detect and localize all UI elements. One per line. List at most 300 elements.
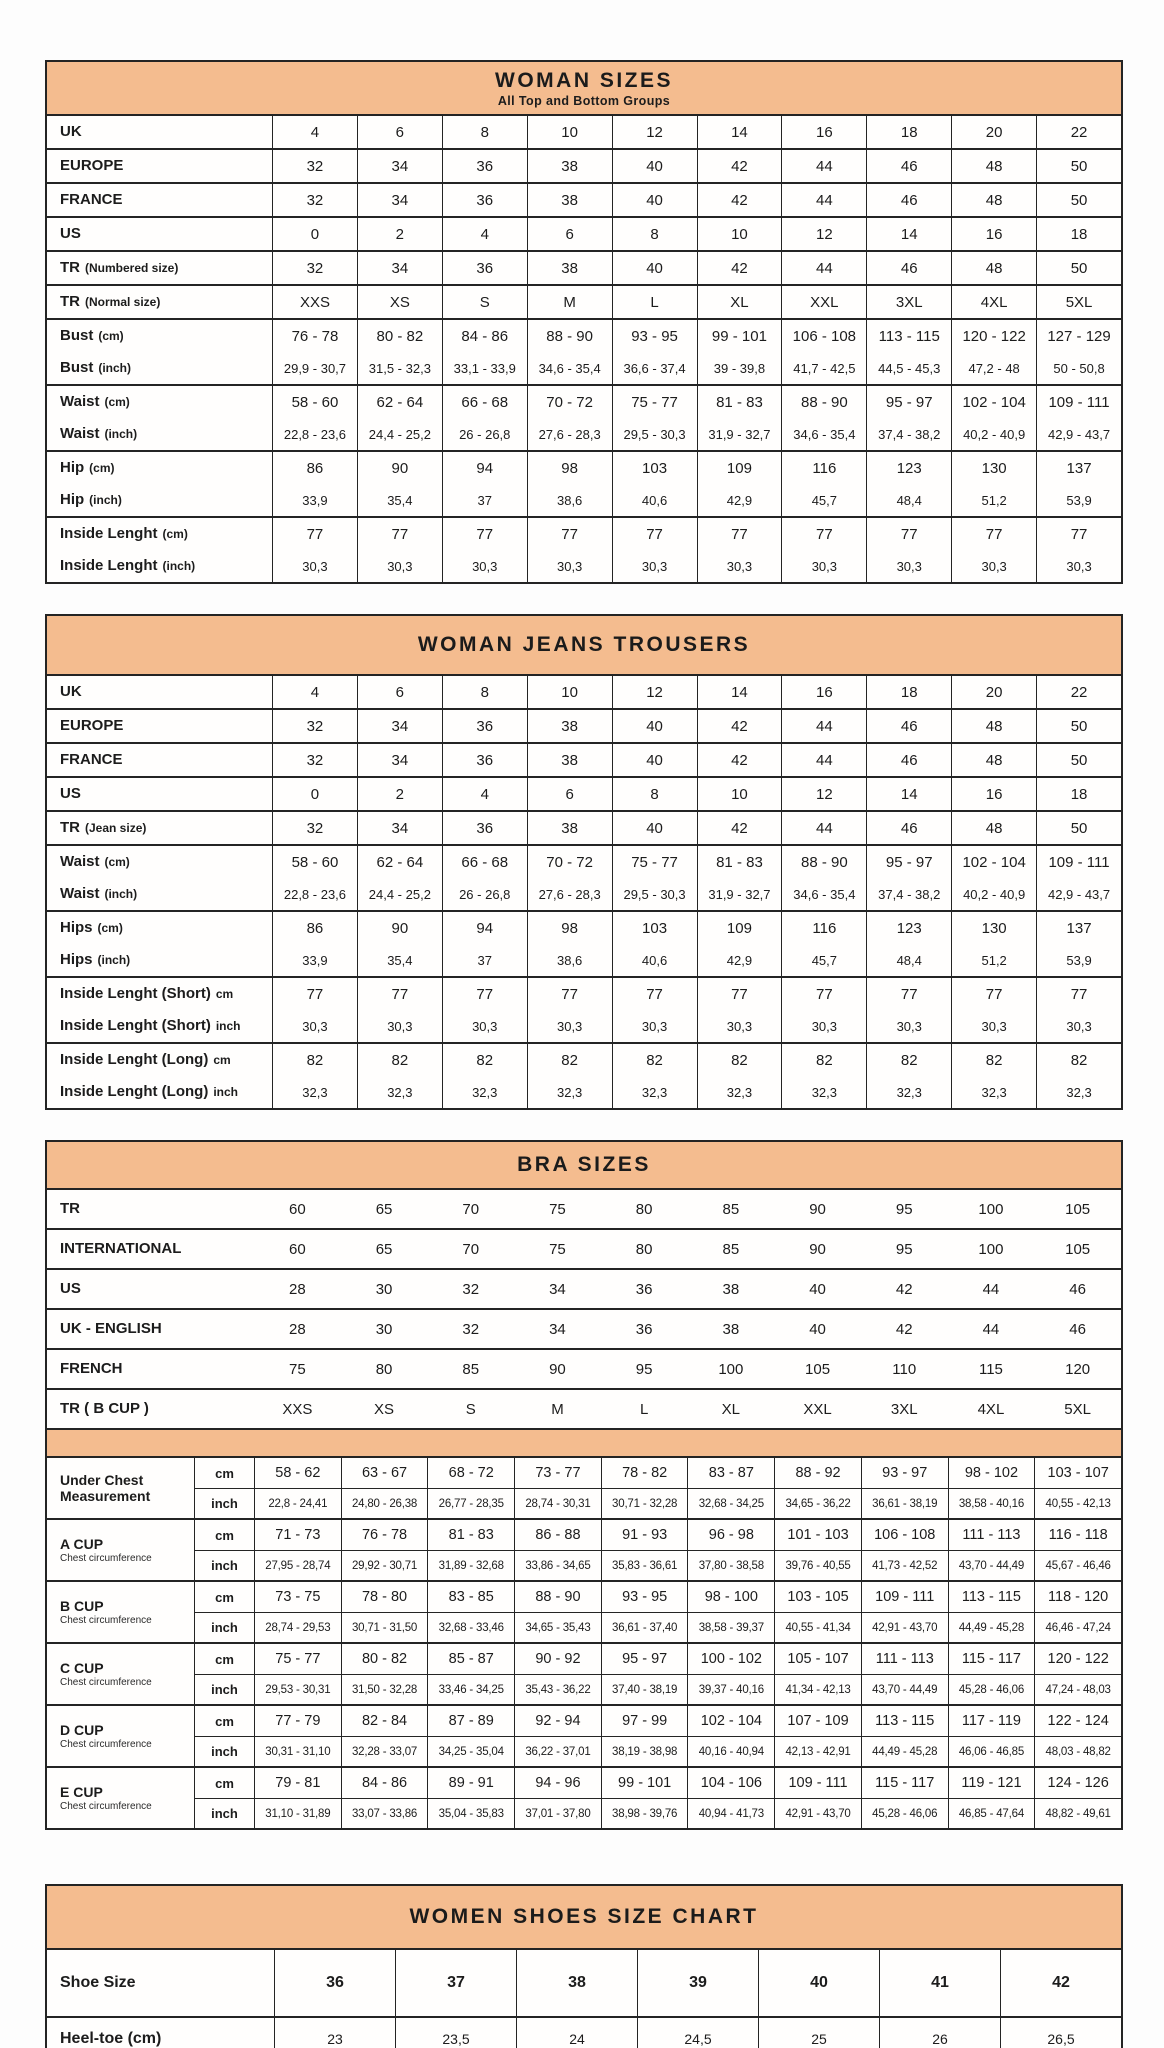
row-label bbox=[47, 1644, 194, 1704]
table-row bbox=[47, 218, 1121, 250]
value-cell: 41 bbox=[879, 1950, 1000, 2016]
row-label-text: EUROPE bbox=[60, 157, 124, 175]
row-label bbox=[47, 846, 272, 878]
value-cell: 30,3 bbox=[612, 1010, 697, 1042]
value-cell: 81 - 83 bbox=[427, 1520, 514, 1550]
value-cell: 84 - 86 bbox=[442, 320, 527, 352]
value-cell: 113 - 115 bbox=[861, 1706, 948, 1736]
value-cell: 82 bbox=[781, 1044, 866, 1076]
value-cell: 34 bbox=[357, 184, 442, 216]
value-cell: 85 bbox=[462, 1360, 480, 1378]
row-label bbox=[47, 184, 272, 216]
value-cell: 100 - 102 bbox=[687, 1644, 774, 1674]
table-row bbox=[47, 116, 1121, 148]
row-group bbox=[47, 148, 1121, 182]
value-cell: 40 bbox=[612, 812, 697, 844]
unit-cell: inch bbox=[194, 1612, 254, 1642]
value-cell: 36 bbox=[274, 1950, 395, 2016]
value-cell: 109 bbox=[697, 452, 782, 484]
value-cell: 123 bbox=[866, 912, 951, 944]
value-cell: XXL bbox=[781, 286, 866, 318]
value-cell: M bbox=[551, 1400, 564, 1418]
table-row bbox=[47, 286, 1121, 318]
value-cell: 77 bbox=[1036, 518, 1121, 550]
value-cell: 130 bbox=[951, 912, 1036, 944]
value-cell: 42 bbox=[697, 252, 782, 284]
value-cell: 116 bbox=[781, 912, 866, 944]
row-label bbox=[47, 286, 272, 318]
value-cell: 42,91 - 43,70 bbox=[861, 1612, 948, 1642]
value-cell: 3XL bbox=[890, 1400, 918, 1418]
value-cell: 40,55 - 41,34 bbox=[774, 1612, 861, 1642]
value-cell: 34 bbox=[357, 744, 442, 776]
row-label bbox=[47, 778, 272, 810]
value-cell: 36 bbox=[635, 1320, 653, 1338]
value-cell: 80 bbox=[375, 1360, 393, 1378]
value-cell: 40 bbox=[612, 710, 697, 742]
value-cell: 100 bbox=[978, 1240, 1004, 1258]
value-cell: 42 bbox=[697, 812, 782, 844]
value-cell: 90 - 92 bbox=[514, 1644, 601, 1674]
value-cell: 32,3 bbox=[1036, 1076, 1121, 1108]
value-cell: 27,95 - 28,74 bbox=[254, 1550, 341, 1580]
value-cell: 81 - 83 bbox=[697, 386, 782, 418]
value-cell: 81 - 83 bbox=[697, 846, 782, 878]
value-cell: 88 - 90 bbox=[781, 846, 866, 878]
value-cell: 32 bbox=[462, 1280, 480, 1298]
value-cell: 97 - 99 bbox=[601, 1706, 688, 1736]
value-cell: 78 - 82 bbox=[601, 1458, 688, 1488]
value-cell: 14 bbox=[697, 676, 782, 708]
value-cell: 30 bbox=[375, 1280, 393, 1298]
row-group bbox=[47, 516, 1121, 582]
row-label-text: UK bbox=[60, 123, 82, 141]
table-row bbox=[47, 944, 1121, 976]
value-cell: 40,2 - 40,9 bbox=[951, 418, 1036, 450]
table-title: WOMAN SIZES bbox=[495, 69, 673, 92]
value-cell: 46 bbox=[866, 744, 951, 776]
value-cell: 31,10 - 31,89 bbox=[254, 1798, 341, 1828]
value-cell: 38 bbox=[527, 184, 612, 216]
value-cell: 48 bbox=[951, 252, 1036, 284]
table-row bbox=[47, 1044, 1121, 1076]
row-label bbox=[47, 1010, 272, 1042]
value-cell: 107 - 109 bbox=[774, 1706, 861, 1736]
value-cell: 90 bbox=[809, 1240, 826, 1258]
value-cell: 40 bbox=[612, 184, 697, 216]
value-cell: S bbox=[442, 286, 527, 318]
value-cell: 42 bbox=[895, 1320, 913, 1338]
value-cell: 70 - 72 bbox=[527, 846, 612, 878]
value-cell: 12 bbox=[781, 218, 866, 250]
value-cell: 18 bbox=[1036, 218, 1121, 250]
value-cell: 45,28 - 46,06 bbox=[948, 1674, 1035, 1704]
value-cell: 94 - 96 bbox=[514, 1768, 601, 1798]
value-cell: 77 bbox=[781, 518, 866, 550]
value-cell: 32,68 - 34,25 bbox=[687, 1488, 774, 1518]
value-cell: 42 bbox=[697, 184, 782, 216]
row-label bbox=[47, 1582, 194, 1642]
row-label-text: US bbox=[60, 1280, 81, 1298]
value-cell: 30,3 bbox=[866, 1010, 951, 1042]
value-cell: 32 bbox=[272, 150, 357, 182]
table-row bbox=[47, 878, 1121, 910]
row-group bbox=[47, 1704, 1121, 1766]
value-cell: 77 bbox=[781, 978, 866, 1010]
value-cell: 78 - 80 bbox=[341, 1582, 428, 1612]
value-cell: 36,22 - 37,01 bbox=[514, 1736, 601, 1766]
row-group bbox=[47, 676, 1121, 708]
table-row bbox=[47, 484, 1121, 516]
value-cell: 26,77 - 28,35 bbox=[427, 1488, 514, 1518]
value-cell: 84 - 86 bbox=[341, 1768, 428, 1798]
row-group bbox=[47, 182, 1121, 216]
value-cell: 44 bbox=[781, 812, 866, 844]
value-cell: 77 bbox=[272, 978, 357, 1010]
value-cell: 80 bbox=[635, 1200, 653, 1218]
value-cell: 123 bbox=[866, 452, 951, 484]
value-cell: 41,34 - 42,13 bbox=[774, 1674, 861, 1704]
value-cell: 94 bbox=[442, 912, 527, 944]
row-label-text: Hips bbox=[60, 951, 93, 969]
value-cell: 28,74 - 29,53 bbox=[254, 1612, 341, 1642]
row-label-note: (inch) bbox=[104, 887, 138, 901]
row-label bbox=[47, 1458, 194, 1518]
value-cell: 95 - 97 bbox=[866, 386, 951, 418]
value-cell: 37,40 - 38,19 bbox=[601, 1674, 688, 1704]
value-cell: 75 - 77 bbox=[254, 1644, 341, 1674]
value-cell: 34 bbox=[549, 1280, 566, 1298]
bra-sizes-table bbox=[45, 1140, 1123, 1830]
value-cell: M bbox=[527, 286, 612, 318]
value-cell: 27,6 - 28,3 bbox=[527, 878, 612, 910]
value-cell: 44 bbox=[781, 744, 866, 776]
value-cell: 32,3 bbox=[442, 1076, 527, 1108]
value-cell: 73 - 75 bbox=[254, 1582, 341, 1612]
row-label bbox=[47, 1768, 194, 1828]
value-cell: 82 bbox=[697, 1044, 782, 1076]
value-cell: 33,46 - 34,25 bbox=[427, 1674, 514, 1704]
value-cell: 33,9 bbox=[272, 484, 357, 516]
row-label-text: Inside Lenght (Short) bbox=[60, 1017, 211, 1035]
value-cell: 127 - 129 bbox=[1036, 320, 1121, 352]
table-body bbox=[47, 1190, 1121, 1828]
value-cell: 43,70 - 44,49 bbox=[861, 1674, 948, 1704]
value-cell: 48 bbox=[951, 812, 1036, 844]
value-cell: 30,3 bbox=[1036, 550, 1121, 582]
value-cell: 12 bbox=[612, 116, 697, 148]
row-label bbox=[47, 452, 272, 484]
value-cell: 39 bbox=[637, 1950, 758, 2016]
value-cell: 28,74 - 30,31 bbox=[514, 1488, 601, 1518]
value-cell: 8 bbox=[442, 676, 527, 708]
value-cell: 30,3 bbox=[527, 1010, 612, 1042]
value-cell: 44,5 - 45,3 bbox=[866, 352, 951, 384]
value-cell: 58 - 62 bbox=[254, 1458, 341, 1488]
value-cell: 60 bbox=[289, 1240, 306, 1258]
value-cell: 92 - 94 bbox=[514, 1706, 601, 1736]
value-cell: XXS bbox=[272, 286, 357, 318]
value-cell: 46 bbox=[866, 710, 951, 742]
table-row bbox=[47, 418, 1121, 450]
table-header bbox=[47, 1886, 1121, 1950]
row-label bbox=[47, 1076, 272, 1108]
value-cell: 35,43 - 36,22 bbox=[514, 1674, 601, 1704]
value-cell: 109 - 111 bbox=[1036, 846, 1121, 878]
row-label-text: Inside Lenght (Long) bbox=[60, 1051, 209, 1069]
value-cell: 2 bbox=[357, 218, 442, 250]
value-cell: 26 - 26,8 bbox=[442, 418, 527, 450]
value-cell: 46 bbox=[1069, 1280, 1086, 1298]
row-label-text: EUROPE bbox=[60, 717, 124, 735]
table-row bbox=[47, 386, 1121, 418]
value-cell: 77 bbox=[951, 978, 1036, 1010]
table-section bbox=[47, 116, 1121, 582]
value-cell: 62 - 64 bbox=[357, 386, 442, 418]
row-label-text: Waist bbox=[60, 425, 100, 443]
value-cell: 36,61 - 38,19 bbox=[861, 1488, 948, 1518]
row-label-note: cm bbox=[213, 1053, 231, 1067]
value-cell: 51,2 bbox=[951, 944, 1036, 976]
value-cell: 71 - 73 bbox=[254, 1520, 341, 1550]
row-label-note: (inch) bbox=[162, 559, 196, 573]
row-label bbox=[47, 944, 272, 976]
value-cell: 32,3 bbox=[527, 1076, 612, 1108]
value-cell: 77 bbox=[866, 978, 951, 1010]
row-label bbox=[47, 550, 272, 582]
value-cell: 18 bbox=[866, 116, 951, 148]
value-cell: 34 bbox=[357, 252, 442, 284]
value-cell: 42,9 - 43,7 bbox=[1036, 418, 1121, 450]
table-row bbox=[47, 744, 1121, 776]
value-cell: 82 bbox=[272, 1044, 357, 1076]
value-cell: 88 - 90 bbox=[514, 1582, 601, 1612]
row-label bbox=[47, 218, 272, 250]
unit-cell: cm bbox=[194, 1458, 254, 1488]
value-cell: 50 bbox=[1036, 744, 1121, 776]
value-cell: 105 - 107 bbox=[774, 1644, 861, 1674]
woman-jeans-trousers-table bbox=[45, 614, 1123, 1110]
value-cell: 75 bbox=[549, 1200, 566, 1218]
row-label-note: (inch) bbox=[89, 493, 122, 507]
value-cell: 40 bbox=[612, 252, 697, 284]
value-cell: 8 bbox=[442, 116, 527, 148]
row-label-note: (cm) bbox=[89, 461, 115, 475]
value-cell: 70 bbox=[462, 1200, 480, 1218]
row-label bbox=[47, 1520, 194, 1580]
value-cell: 39 - 39,8 bbox=[697, 352, 782, 384]
value-cell: 38 bbox=[527, 710, 612, 742]
value-cell: 30,3 bbox=[697, 550, 782, 582]
value-cell: 26 bbox=[879, 2018, 1000, 2048]
table-row bbox=[47, 550, 1121, 582]
value-cell: 50 - 50,8 bbox=[1036, 352, 1121, 384]
value-cell: 24 bbox=[516, 2018, 637, 2048]
value-cell: 36 bbox=[442, 184, 527, 216]
value-cell: 30 bbox=[375, 1320, 393, 1338]
value-cell: 31,89 - 32,68 bbox=[427, 1550, 514, 1580]
value-cell: 77 bbox=[442, 518, 527, 550]
row-group bbox=[47, 284, 1121, 318]
value-cell: 37 bbox=[442, 484, 527, 516]
value-cell: 25 bbox=[758, 2018, 879, 2048]
value-cell: 96 - 98 bbox=[687, 1520, 774, 1550]
row-label-note: inch bbox=[215, 1019, 241, 1033]
value-cell: 6 bbox=[527, 778, 612, 810]
value-cell: XS bbox=[374, 1400, 395, 1418]
row-group bbox=[47, 1518, 1121, 1580]
row-label-note: (inch) bbox=[104, 427, 138, 441]
unit-cell: inch bbox=[194, 1550, 254, 1580]
value-cell: 106 - 108 bbox=[861, 1520, 948, 1550]
value-cell: 86 bbox=[272, 452, 357, 484]
value-cell: 113 - 115 bbox=[866, 320, 951, 352]
value-cell: 39,76 - 40,55 bbox=[774, 1550, 861, 1580]
value-cell: 116 bbox=[781, 452, 866, 484]
value-cell: 103 bbox=[612, 912, 697, 944]
value-cell: 32 bbox=[462, 1320, 480, 1338]
row-group bbox=[47, 844, 1121, 910]
table-title: BRA SIZES bbox=[517, 1153, 651, 1176]
row-group bbox=[47, 1308, 1121, 1348]
value-cell: 33,1 - 33,9 bbox=[442, 352, 527, 384]
value-cell: 45,7 bbox=[781, 484, 866, 516]
value-cell: 87 - 89 bbox=[427, 1706, 514, 1736]
value-cell: 5XL bbox=[1036, 286, 1121, 318]
value-cell: 30,3 bbox=[272, 1010, 357, 1042]
value-cell: 45,28 - 46,06 bbox=[861, 1798, 948, 1828]
value-cell: 109 bbox=[697, 912, 782, 944]
value-cell: 90 bbox=[357, 452, 442, 484]
row-group bbox=[47, 910, 1121, 976]
value-cell: 66 - 68 bbox=[442, 846, 527, 878]
value-cell: 30,71 - 32,28 bbox=[601, 1488, 688, 1518]
table-row bbox=[47, 184, 1121, 216]
row-label-text: Inside Lenght bbox=[60, 525, 158, 543]
value-cell: 44,49 - 45,28 bbox=[861, 1736, 948, 1766]
value-cell: 85 - 87 bbox=[427, 1644, 514, 1674]
value-cell: 40 bbox=[809, 1320, 826, 1338]
value-cell: 48,4 bbox=[866, 484, 951, 516]
table-subtitle: All Top and Bottom Groups bbox=[497, 94, 671, 108]
row-label-note: (cm) bbox=[98, 329, 124, 343]
value-cell: 8 bbox=[612, 778, 697, 810]
value-cell: 24,4 - 25,2 bbox=[357, 418, 442, 450]
value-cell: 48,03 - 48,82 bbox=[1034, 1736, 1121, 1766]
value-cell: 32 bbox=[272, 744, 357, 776]
value-cell: 37,4 - 38,2 bbox=[866, 418, 951, 450]
value-cell: 82 bbox=[951, 1044, 1036, 1076]
value-cell: 40,2 - 40,9 bbox=[951, 878, 1036, 910]
value-cell: L bbox=[612, 286, 697, 318]
table-row bbox=[47, 1270, 1121, 1308]
value-cell: 109 - 111 bbox=[774, 1768, 861, 1798]
value-cell: 38 bbox=[527, 744, 612, 776]
value-cell: 10 bbox=[527, 116, 612, 148]
value-cell: 82 bbox=[357, 1044, 442, 1076]
value-cell: 48,82 - 49,61 bbox=[1034, 1798, 1121, 1828]
value-cell: 37,80 - 38,58 bbox=[687, 1550, 774, 1580]
value-cell: 29,92 - 30,71 bbox=[341, 1550, 428, 1580]
value-cell: 34,6 - 35,4 bbox=[527, 352, 612, 384]
row-label-text: TR bbox=[60, 259, 80, 277]
value-cell: 44,49 - 45,28 bbox=[948, 1612, 1035, 1642]
value-cell: 36,61 - 37,40 bbox=[601, 1612, 688, 1642]
value-cell: 50 bbox=[1036, 710, 1121, 742]
value-cell: 32 bbox=[272, 184, 357, 216]
value-cell: 2 bbox=[357, 778, 442, 810]
value-cell: 40,55 - 42,13 bbox=[1034, 1488, 1121, 1518]
row-group bbox=[47, 216, 1121, 250]
value-cell: 44 bbox=[781, 150, 866, 182]
value-cell: 80 - 82 bbox=[357, 320, 442, 352]
value-cell: 40 bbox=[758, 1950, 879, 2016]
value-cell: 42,9 bbox=[697, 944, 782, 976]
value-cell: 124 - 126 bbox=[1034, 1768, 1121, 1798]
value-cell: 6 bbox=[357, 676, 442, 708]
bra-cup-section bbox=[47, 1458, 1121, 1828]
value-cell: 137 bbox=[1036, 912, 1121, 944]
value-cell: 51,2 bbox=[951, 484, 1036, 516]
value-cell: 30,3 bbox=[442, 550, 527, 582]
value-cell: 16 bbox=[951, 778, 1036, 810]
row-label-text: TR bbox=[60, 1200, 80, 1218]
table-row bbox=[47, 778, 1121, 810]
table-row bbox=[47, 1390, 1121, 1428]
value-cell: 77 bbox=[527, 518, 612, 550]
value-cell: 35,4 bbox=[357, 484, 442, 516]
row-group bbox=[47, 1580, 1121, 1642]
row-label-text: Waist bbox=[60, 853, 100, 871]
value-cell: 37 bbox=[442, 944, 527, 976]
value-cell: 120 bbox=[1065, 1360, 1091, 1378]
value-cell: 119 - 121 bbox=[948, 1768, 1035, 1798]
value-cell: 77 bbox=[866, 518, 951, 550]
value-cell: 100 bbox=[978, 1200, 1004, 1218]
heel-toe-section bbox=[47, 2016, 1121, 2048]
value-cell: 120 - 122 bbox=[1034, 1644, 1121, 1674]
value-cell: 95 - 97 bbox=[866, 846, 951, 878]
value-cell: 90 bbox=[357, 912, 442, 944]
value-cell: 88 - 90 bbox=[527, 320, 612, 352]
row-label bbox=[47, 710, 272, 742]
value-cell: 38,19 - 38,98 bbox=[601, 1736, 688, 1766]
value-cell: 40,16 - 40,94 bbox=[687, 1736, 774, 1766]
row-label-text: Hip bbox=[60, 491, 85, 509]
value-cell: 5XL bbox=[1064, 1400, 1091, 1418]
row-label-text: Shoe Size bbox=[60, 1973, 136, 1991]
value-cell: 46 bbox=[866, 252, 951, 284]
value-cell: 77 bbox=[951, 518, 1036, 550]
table-body bbox=[47, 676, 1121, 1108]
value-cell: 23,5 bbox=[395, 2018, 516, 2048]
value-cell: 83 - 87 bbox=[687, 1458, 774, 1488]
value-cell: 75 - 77 bbox=[612, 846, 697, 878]
value-cell: 110 bbox=[892, 1360, 917, 1378]
value-cell: 22 bbox=[1036, 116, 1121, 148]
table-row bbox=[47, 1230, 1121, 1268]
row-label-text: A CUP bbox=[60, 1536, 104, 1553]
section-separator-bar bbox=[47, 1428, 1121, 1458]
value-cell: 32,3 bbox=[866, 1076, 951, 1108]
table-row bbox=[47, 1190, 1121, 1228]
value-cell: 32,28 - 33,07 bbox=[341, 1736, 428, 1766]
value-cell: 111 - 113 bbox=[861, 1644, 948, 1674]
row-label bbox=[47, 320, 272, 352]
value-cell: 85 bbox=[722, 1240, 740, 1258]
row-label-text: Under Chest Measurement bbox=[60, 1471, 151, 1504]
value-cell: 77 bbox=[697, 518, 782, 550]
